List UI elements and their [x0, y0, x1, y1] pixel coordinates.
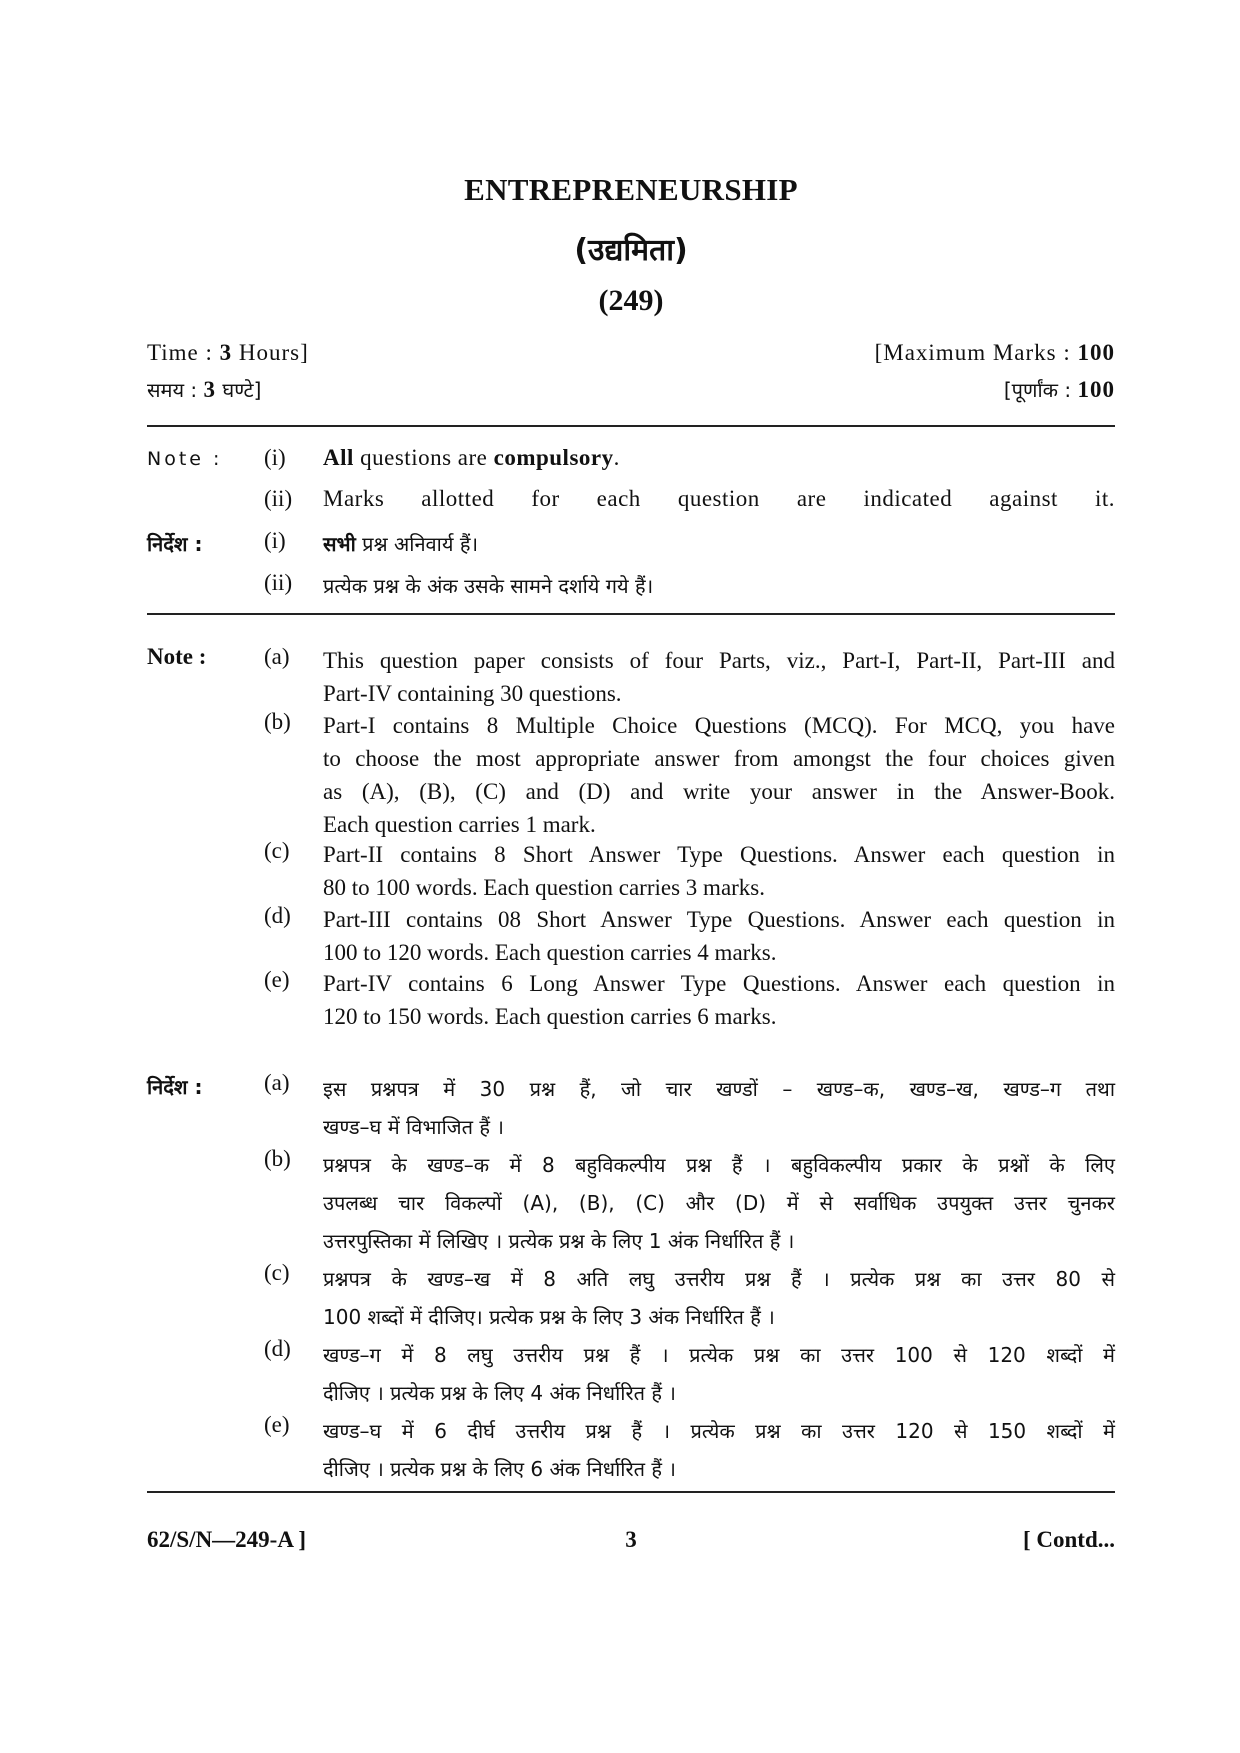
item-num: (c) [264, 1260, 290, 1285]
paper-subtitle-hindi: (उद्यमिता) [574, 233, 688, 268]
item-line: 120 to 150 words. Each question carries 6 marks. [323, 1004, 777, 1029]
time-marks-row-en [147, 340, 1115, 366]
item-line: प्रश्नपत्र के खण्ड–क में 8 बहुविकल्पीय प्रश्न हैं । बहुविकल्पीय प्रकार के प्रश्नों के लिए [323, 1153, 1115, 1177]
item-line: Part-IV contains 6 Long Answer Type Questions. Answer each question in [323, 971, 1115, 996]
item-line: Part-III contains 08 Short Answer Type Questions. Answer each question in [323, 907, 1115, 932]
item-line: इस प्रश्नपत्र में 30 प्रश्न हैं, जो चार खण्डों – खण्ड–क, खण्ड–ख, खण्ड–ग तथा [323, 1077, 1115, 1101]
item-num: (a) [264, 644, 290, 669]
divider-mid [147, 613, 1115, 615]
item-line: दीजिए । प्रत्येक प्रश्न के लिए 4 अंक निर्धारित हैं । [323, 1381, 676, 1405]
note-label-hi: निर्देश : [147, 1075, 203, 1099]
item-line: 100 to 120 words. Each question carries 4 marks. [323, 940, 777, 965]
item-num: (a) [264, 1070, 290, 1095]
note-text: Marks allotted for each question are indicated against it. [323, 486, 1115, 511]
item-num: (d) [264, 903, 291, 928]
item-num: (d) [264, 1336, 291, 1361]
item-line: उत्तरपुस्तिका में लिखिए । प्रत्येक प्रश्न के लिए 1 अंक निर्धारित हैं । [323, 1229, 795, 1253]
item-line: This question paper consists of four Parts, viz., Part-I, Part-II, Part-III and [323, 648, 1115, 673]
item-line: 80 to 100 words. Each question carries 3 marks. [323, 875, 766, 900]
note-label: Note : [147, 644, 207, 669]
item-num: (i) [264, 445, 286, 470]
item-line: Part-IV containing 30 questions. [323, 681, 622, 706]
max-marks-hi: [पूर्णांक : 100 [1003, 377, 1115, 402]
paper-title: ENTREPRENEURSHIP [464, 172, 798, 207]
item-num: (b) [264, 1146, 291, 1171]
item-num: (i) [264, 528, 286, 553]
item-line: as (A), (B), (C) and (D) and write your answer in the Answer-Book. [323, 779, 1115, 804]
item-line: दीजिए । प्रत्येक प्रश्न के लिए 6 अंक निर्धारित हैं । [323, 1457, 676, 1481]
item-line: खण्ड–घ में 6 दीर्घ उत्तरीय प्रश्न हैं । प्रत्येक प्रश्न का उत्तर 120 से 150 शब्दों में [323, 1419, 1115, 1443]
item-line: प्रश्नपत्र के खण्ड–ख में 8 अति लघु उत्तरीय प्रश्न हैं । प्रत्येक प्रश्न का उत्तर 80 से [323, 1267, 1115, 1291]
item-line: 100 शब्दों में दीजिए। प्रत्येक प्रश्न के लिए 3 अंक निर्धारित हैं । [323, 1305, 775, 1329]
item-line: Each question carries 1 mark. [323, 812, 596, 837]
item-num: (b) [264, 709, 291, 734]
item-line: उपलब्ध चार विकल्पों (A), (B), (C) और (D) में से सर्वाधिक उपयुक्त उत्तर चुनकर [323, 1191, 1115, 1215]
item-num: (e) [264, 1412, 290, 1437]
continued-label: [ Contd... [1022, 1527, 1115, 1552]
item-num: (c) [264, 838, 290, 863]
item-num: (ii) [264, 570, 293, 595]
divider-top [147, 425, 1115, 427]
item-line: खण्ड–ग में 8 लघु उत्तरीय प्रश्न हैं । प्रत्येक प्रश्न का उत्तर 100 से 120 शब्दों में [323, 1343, 1115, 1367]
item-line: Part-II contains 8 Short Answer Type Questions. Answer each question in [323, 842, 1115, 867]
note-label-en: Note : [147, 448, 223, 470]
note-text: प्रत्येक प्रश्न के अंक उसके सामने दर्शाये गये हैं। [323, 574, 654, 598]
note-text: All questions are compulsory. [323, 445, 620, 470]
paper-code: (249) [598, 284, 664, 317]
item-line: खण्ड–घ में विभाजित हैं । [323, 1115, 504, 1139]
item-num: (ii) [264, 486, 293, 511]
item-line: Part-I contains 8 Multiple Choice Questions (MCQ). For MCQ, you have [323, 713, 1115, 738]
page-number: 3 [625, 1527, 637, 1552]
note-text: सभी प्रश्न अनिवार्य हैं। [323, 532, 479, 556]
note-label-hi: निर्देश : [147, 532, 203, 556]
time-label-en: Time : 3 Hours] [147, 340, 309, 365]
time-marks-row-hi [147, 376, 1115, 403]
exam-page [147, 0, 1115, 1753]
divider-bottom [147, 1491, 1115, 1493]
max-marks-en: [Maximum Marks : 100 [874, 340, 1115, 365]
item-line: to choose the most appropriate answer from amongst the four choices given [323, 746, 1115, 771]
item-num: (e) [264, 967, 290, 992]
time-label-hi: समय : 3 घण्टे] [147, 377, 262, 402]
footer-code: 62/S/N—249-A ] [147, 1527, 307, 1552]
